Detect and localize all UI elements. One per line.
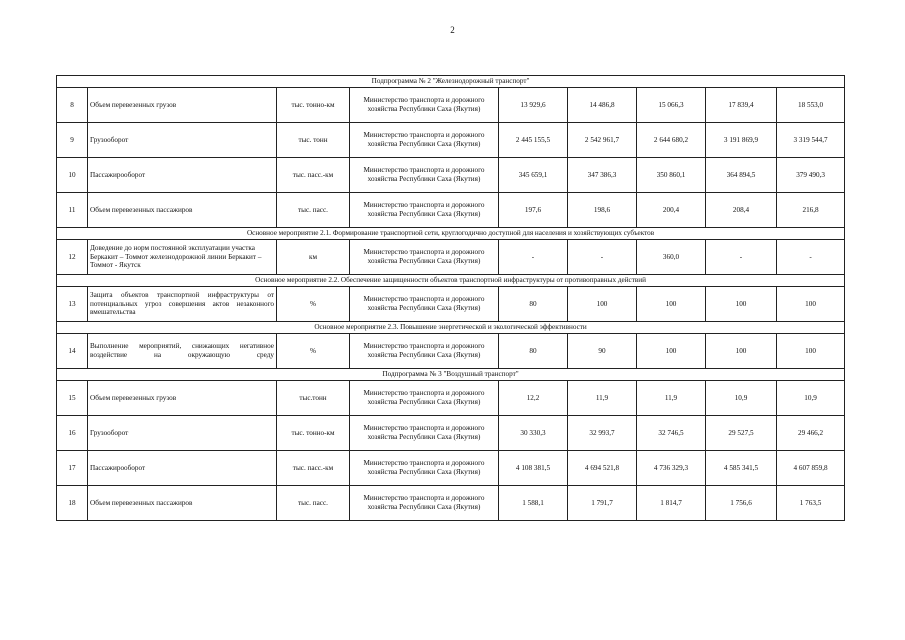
value-cell: 14 486,8 <box>568 88 637 123</box>
section-header-row <box>57 275 845 287</box>
indicators-table <box>56 75 845 521</box>
indicator-name: Объем перевезенных пассажиров <box>88 486 277 521</box>
responsible-ministry: Министерство транспорта и дорожного хозяйства Республики Саха (Якутия) <box>350 158 499 193</box>
value-cell: 100 <box>637 334 706 369</box>
value-cell: 4 607 859,8 <box>777 451 845 486</box>
unit-of-measure: % <box>277 287 350 322</box>
value-cell: 12,2 <box>499 381 568 416</box>
value-cell: 29 466,2 <box>777 416 845 451</box>
responsible-ministry: Министерство транспорта и дорожного хозяйства Республики Саха (Якутия) <box>350 451 499 486</box>
value-cell: 10,9 <box>706 381 777 416</box>
row-number: 11 <box>57 193 88 228</box>
value-cell: 4 585 341,5 <box>706 451 777 486</box>
unit-of-measure: км <box>277 240 350 275</box>
value-cell: 4 108 381,5 <box>499 451 568 486</box>
row-number: 16 <box>57 416 88 451</box>
row-number: 13 <box>57 287 88 322</box>
unit-of-measure: тыс. пасс. <box>277 486 350 521</box>
value-cell: 200,4 <box>637 193 706 228</box>
responsible-ministry: Министерство транспорта и дорожного хозяйства Республики Саха (Якутия) <box>350 486 499 521</box>
table-body <box>57 76 845 521</box>
value-cell: 347 386,3 <box>568 158 637 193</box>
unit-of-measure: тыс.тонн <box>277 381 350 416</box>
value-cell: 2 445 155,5 <box>499 123 568 158</box>
table-row <box>57 287 845 322</box>
value-cell: 80 <box>499 334 568 369</box>
value-cell: 100 <box>777 287 845 322</box>
indicator-name: Грузооборот <box>88 416 277 451</box>
section-title: Подпрограмма № 2 "Железнодорожный транспорт" <box>57 76 845 88</box>
value-cell: 100 <box>706 287 777 322</box>
section-header-row <box>57 76 845 88</box>
value-cell: 32 746,5 <box>637 416 706 451</box>
section-title: Основное мероприятие 2.3. Повышение энергетической и экологической эффективности <box>57 322 845 334</box>
value-cell: 2 644 680,2 <box>637 123 706 158</box>
table-row <box>57 158 845 193</box>
row-number: 15 <box>57 381 88 416</box>
indicator-name: Объем перевезенных пассажиров <box>88 193 277 228</box>
row-number: 12 <box>57 240 88 275</box>
value-cell: 90 <box>568 334 637 369</box>
unit-of-measure: тыс. пасс.-км <box>277 451 350 486</box>
value-cell: 3 191 869,9 <box>706 123 777 158</box>
value-cell: 32 993,7 <box>568 416 637 451</box>
value-cell: 100 <box>637 287 706 322</box>
indicator-name: Доведение до норм постоянной эксплуатации участка Беркакит – Томмот железнодорожной линии Беркакит – Томмот - Якутск <box>88 240 277 275</box>
value-cell: 2 542 961,7 <box>568 123 637 158</box>
section-title: Основное мероприятие 2.1. Формирование транспортной сети, круглогодично доступной для населения и хозяйствующих субъектов <box>57 228 845 240</box>
value-cell: 11,9 <box>568 381 637 416</box>
responsible-ministry: Министерство транспорта и дорожного хозяйства Республики Саха (Якутия) <box>350 193 499 228</box>
value-cell: 208,4 <box>706 193 777 228</box>
responsible-ministry: Министерство транспорта и дорожного хозяйства Республики Саха (Якутия) <box>350 123 499 158</box>
page-number: 2 <box>450 25 455 35</box>
unit-of-measure: тыс. тонно-км <box>277 416 350 451</box>
row-number: 17 <box>57 451 88 486</box>
section-header-row <box>57 322 845 334</box>
responsible-ministry: Министерство транспорта и дорожного хозяйства Республики Саха (Якутия) <box>350 416 499 451</box>
value-cell: - <box>777 240 845 275</box>
value-cell: 1 588,1 <box>499 486 568 521</box>
value-cell: 15 066,3 <box>637 88 706 123</box>
section-header-row <box>57 369 845 381</box>
responsible-ministry: Министерство транспорта и дорожного хозяйства Республики Саха (Якутия) <box>350 334 499 369</box>
value-cell: 1 756,6 <box>706 486 777 521</box>
value-cell: 345 659,1 <box>499 158 568 193</box>
table-row <box>57 416 845 451</box>
unit-of-measure: тыс. тонно-км <box>277 88 350 123</box>
table-row <box>57 123 845 158</box>
value-cell: 18 553,0 <box>777 88 845 123</box>
indicator-name: Объем перевезенных грузов <box>88 381 277 416</box>
row-number: 8 <box>57 88 88 123</box>
unit-of-measure: % <box>277 334 350 369</box>
value-cell: 30 330,3 <box>499 416 568 451</box>
value-cell: 11,9 <box>637 381 706 416</box>
value-cell: - <box>568 240 637 275</box>
indicator-name: Пассажирооборот <box>88 451 277 486</box>
responsible-ministry: Министерство транспорта и дорожного хозяйства Республики Саха (Якутия) <box>350 240 499 275</box>
section-title: Подпрограмма № 3 "Воздушный транспорт" <box>57 369 845 381</box>
value-cell: 1 763,5 <box>777 486 845 521</box>
table-row <box>57 240 845 275</box>
indicator-name: Грузооборот <box>88 123 277 158</box>
value-cell: 364 894,5 <box>706 158 777 193</box>
row-number: 9 <box>57 123 88 158</box>
value-cell: 10,9 <box>777 381 845 416</box>
value-cell: 197,6 <box>499 193 568 228</box>
value-cell: 17 839,4 <box>706 88 777 123</box>
value-cell: 13 929,6 <box>499 88 568 123</box>
row-number: 18 <box>57 486 88 521</box>
value-cell: 379 490,3 <box>777 158 845 193</box>
value-cell: 4 694 521,8 <box>568 451 637 486</box>
table-row <box>57 486 845 521</box>
value-cell: 100 <box>568 287 637 322</box>
responsible-ministry: Министерство транспорта и дорожного хозяйства Республики Саха (Якутия) <box>350 381 499 416</box>
table-row <box>57 193 845 228</box>
value-cell: 100 <box>706 334 777 369</box>
responsible-ministry: Министерство транспорта и дорожного хозяйства Республики Саха (Якутия) <box>350 287 499 322</box>
indicator-name: Защита объектов транспортной инфраструктуры от потенциальных угроз совершения актов незаконного вмешательства <box>88 287 277 322</box>
value-cell: 1 814,7 <box>637 486 706 521</box>
table-row <box>57 88 845 123</box>
table-row <box>57 334 845 369</box>
value-cell: 1 791,7 <box>568 486 637 521</box>
value-cell: - <box>499 240 568 275</box>
section-header-row <box>57 228 845 240</box>
value-cell: 100 <box>777 334 845 369</box>
value-cell: 80 <box>499 287 568 322</box>
value-cell: 198,6 <box>568 193 637 228</box>
value-cell: - <box>706 240 777 275</box>
indicator-name: Выполнение мероприятий, снижающих негативное воздействие на окружающую среду <box>88 334 277 369</box>
indicator-name: Пассажирооборот <box>88 158 277 193</box>
value-cell: 216,8 <box>777 193 845 228</box>
value-cell: 29 527,5 <box>706 416 777 451</box>
row-number: 14 <box>57 334 88 369</box>
table-row <box>57 451 845 486</box>
value-cell: 3 319 544,7 <box>777 123 845 158</box>
responsible-ministry: Министерство транспорта и дорожного хозяйства Республики Саха (Якутия) <box>350 88 499 123</box>
table-row <box>57 381 845 416</box>
unit-of-measure: тыс. пасс. <box>277 193 350 228</box>
unit-of-measure: тыс. тонн <box>277 123 350 158</box>
indicator-name: Объем перевезенных грузов <box>88 88 277 123</box>
value-cell: 360,0 <box>637 240 706 275</box>
value-cell: 4 736 329,3 <box>637 451 706 486</box>
row-number: 10 <box>57 158 88 193</box>
section-title: Основное мероприятие 2.2. Обеспечение защищенности объектов транспортной инфраструктуры от противоправных действий <box>57 275 845 287</box>
unit-of-measure: тыс. пасс.-км <box>277 158 350 193</box>
value-cell: 350 860,1 <box>637 158 706 193</box>
